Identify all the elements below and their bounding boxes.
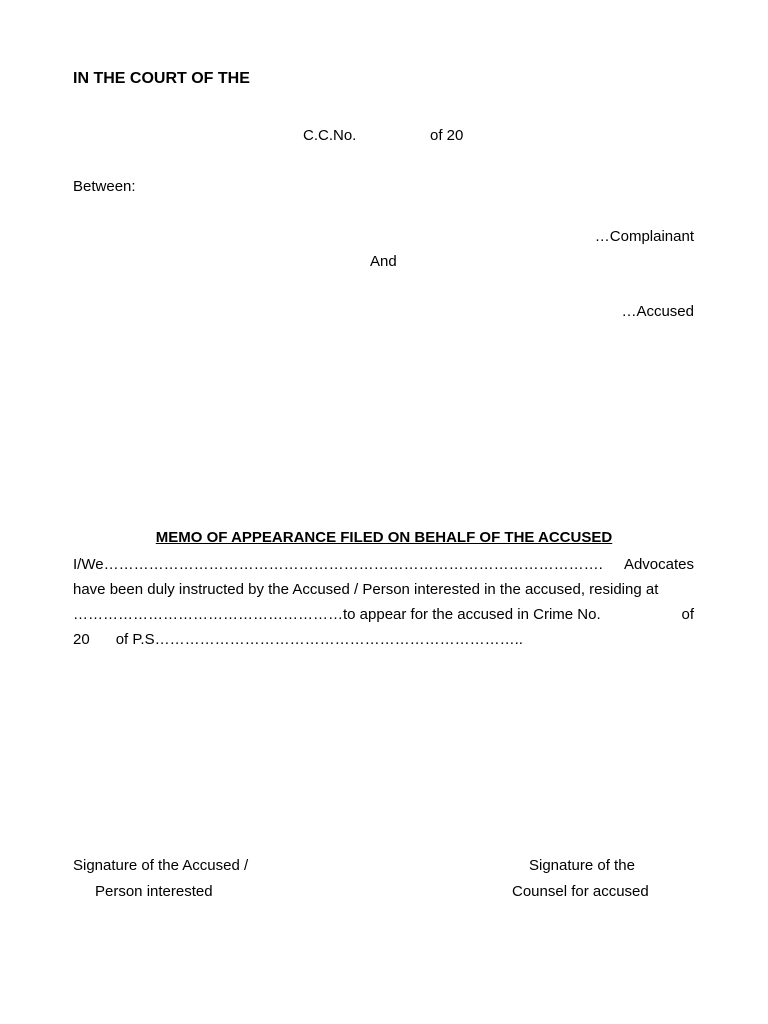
signature-right-line-1: Signature of the xyxy=(529,857,635,874)
body-line-1 xyxy=(73,556,694,581)
signature-left-line-2: Person interested xyxy=(95,883,213,900)
body-line-1-end: Advocates xyxy=(623,556,694,573)
signature-left-line-1: Signature of the Accused / xyxy=(73,857,249,874)
body-line-4-year: 20 xyxy=(73,631,90,648)
memo-title: MEMO OF APPEARANCE FILED ON BEHALF OF THE ACCUSED xyxy=(155,529,613,546)
court-heading: IN THE COURT OF THE xyxy=(73,70,250,87)
body-line-3-end: of xyxy=(681,606,694,623)
memo-body xyxy=(73,556,694,656)
signature-right-line-2: Counsel for accused xyxy=(512,883,649,900)
case-number-year: of 20 xyxy=(430,127,464,144)
body-line-4 xyxy=(73,631,694,656)
body-line-4-rest: of P.S……………………………………………………………….. xyxy=(115,631,523,648)
case-number-label: C.C.No. xyxy=(303,127,357,144)
accused-label: …Accused xyxy=(621,303,694,320)
body-line-2-text: have been duly instructed by the Accused / Person interested in the accused, residing at xyxy=(73,581,659,598)
complainant-label: …Complainant xyxy=(594,228,694,245)
body-line-3-start: ………………………………………………to appear for the accused in Crime No. xyxy=(73,606,601,623)
body-line-1-start: I/We………………………………………………………………………………………. xyxy=(73,556,603,573)
and-label: And xyxy=(370,253,397,270)
body-line-3 xyxy=(73,606,694,631)
body-line-2 xyxy=(73,581,694,606)
between-label: Between: xyxy=(73,178,136,195)
